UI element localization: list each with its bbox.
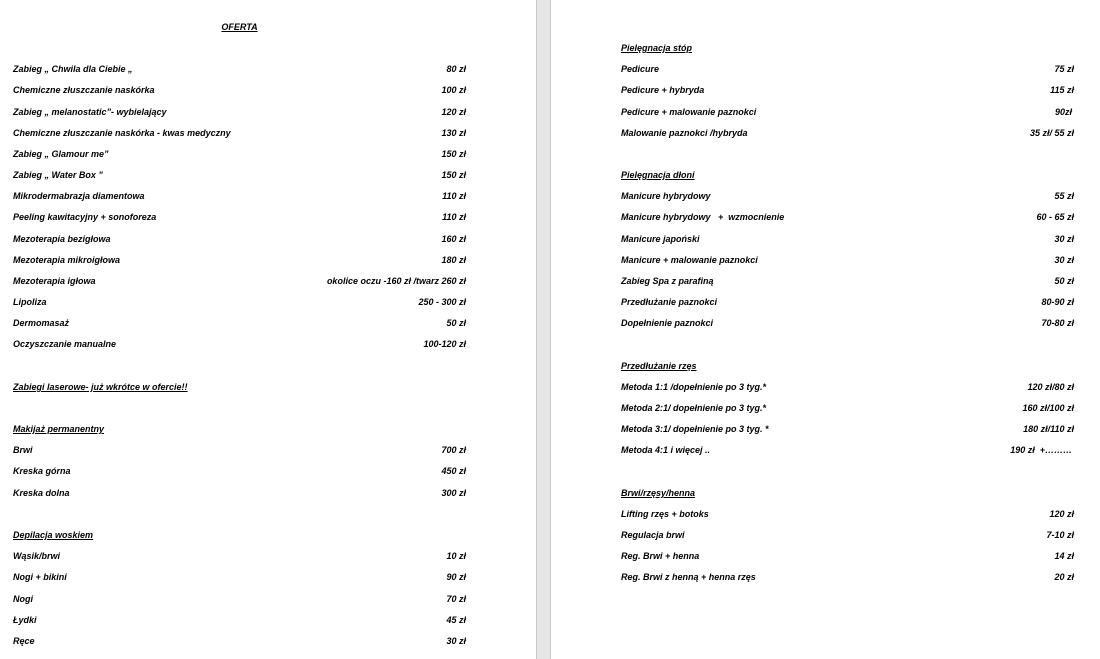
section-heading: Pielęgnacja dłoni: [621, 170, 695, 180]
service-name: Metoda 2:1/ dopełnienie po 3 tyg.*: [621, 403, 767, 413]
treatment-price: okolice oczu -160 zł /twarz 260 zł: [326, 276, 466, 286]
treatment-price: 160 zł: [441, 234, 466, 244]
service-price: 300 zł: [441, 488, 466, 498]
service-name: Lifting rzęs + botoks: [621, 509, 709, 519]
treatment-price: 150 zł: [441, 149, 466, 159]
service-name: Malowanie paznokci /hybryda: [621, 128, 748, 138]
treatment-price: 120 zł: [441, 107, 466, 117]
service-name: Wąsik/brwi: [13, 551, 61, 561]
document-page-right: [551, 0, 1100, 659]
service-price: 45 zł: [446, 615, 466, 625]
treatment-price: 130 zł: [441, 128, 466, 138]
section-heading: Makijaż permanentny: [13, 424, 105, 434]
document-page-left: [0, 0, 536, 659]
service-price: 30 zł: [446, 636, 466, 646]
treatment-price: 250 - 300 zł: [418, 297, 466, 307]
service-price: 55 zł: [1054, 191, 1074, 201]
treatment-name: Zabieg „ melanostatic”- wybielający: [13, 107, 167, 117]
treatment-price: 80 zł: [446, 64, 466, 74]
service-price: 160 zł/100 zł: [1022, 403, 1074, 413]
service-name: Brwi: [13, 445, 33, 455]
treatment-name: Mikrodermabrazja diamentowa: [13, 191, 145, 201]
section-heading: Pielęgnacja stóp: [621, 43, 693, 53]
service-name: Reg. Brwi z henną + henna rzęs: [621, 572, 756, 582]
service-price: 60 - 65 zł: [1036, 212, 1074, 222]
service-price: 80-90 zł: [1041, 297, 1074, 307]
service-price: 115 zł: [1050, 85, 1074, 95]
treatment-price: 110 zł: [442, 191, 466, 201]
service-price: 30 zł: [1054, 234, 1074, 244]
service-name: Metoda 4:1 i więcej ..: [621, 445, 711, 455]
service-name: Metoda 1:1 /dopełnienie po 3 tyg.*: [621, 382, 767, 392]
service-price: 7-10 zł: [1046, 530, 1074, 540]
service-name: Łydki: [13, 615, 37, 625]
service-price: 700 zł: [441, 445, 466, 455]
section-heading: Przedłużanie rzęs: [621, 361, 697, 371]
service-name: Reg. Brwi + henna: [621, 551, 700, 561]
service-price: 20 zł: [1054, 572, 1074, 582]
treatment-price: 110 zł: [442, 212, 466, 222]
page-gutter: [536, 0, 551, 659]
service-name: Dopełnienie paznokci: [621, 318, 714, 328]
service-price: 90zł: [1054, 107, 1072, 117]
treatment-name: Oczyszczanie manualne: [13, 339, 117, 349]
section-heading: Brwi/rzęsy/henna: [621, 488, 696, 498]
treatment-name: Mezoterapia bezigłowa: [13, 234, 111, 244]
page-title: OFERTA: [221, 22, 258, 32]
service-name: Kreska górna: [13, 466, 71, 476]
section-heading: Depilacja woskiem: [13, 530, 94, 540]
treatment-name: Chemiczne złuszczanie naskórka: [13, 85, 155, 95]
service-name: Manicure + malowanie paznokci: [621, 255, 758, 265]
service-price: 10 zł: [446, 551, 466, 561]
service-name: Nogi + bikini: [13, 572, 67, 582]
treatment-price: 100 zł: [441, 85, 466, 95]
treatment-name: Chemiczne złuszczanie naskórka - kwas medyczny: [13, 128, 231, 138]
service-name: Manicure hybrydowy: [621, 191, 711, 201]
service-price: 14 zł: [1054, 551, 1074, 561]
service-name: Regulacja brwi: [621, 530, 685, 540]
treatment-name: Zabieg „ Water Box ”: [13, 170, 103, 180]
service-price: 180 zł/110 zł: [1023, 424, 1074, 434]
service-price: 70 zł: [446, 594, 466, 604]
treatment-name: Zabieg „ Chwila dla Ciebie „: [13, 64, 133, 74]
service-name: Kreska dolna: [13, 488, 70, 498]
service-name: Pedicure + hybryda: [621, 85, 705, 95]
service-price: 70-80 zł: [1041, 318, 1074, 328]
service-price: 120 zł/80 zł: [1027, 382, 1074, 392]
service-name: Zabieg Spa z parafiną: [621, 276, 714, 286]
treatment-name: Dermomasaż: [13, 318, 70, 328]
treatment-price: 180 zł: [441, 255, 466, 265]
treatment-price: 150 zł: [441, 170, 466, 180]
service-name: Pedicure + malowanie paznokci: [621, 107, 757, 117]
service-price: 90 zł: [446, 572, 466, 582]
service-name: Pedicure: [621, 64, 660, 74]
service-price: 30 zł: [1054, 255, 1074, 265]
service-name: Metoda 3:1/ dopełnienie po 3 tyg. *: [621, 424, 769, 434]
treatment-name: Zabieg „ Glamour me”: [13, 149, 109, 159]
service-price: 50 zł: [1054, 276, 1074, 286]
service-name: Manicure hybrydowy + wzmocnienie: [621, 212, 785, 222]
treatment-price: 50 zł: [446, 318, 466, 328]
service-name: Manicure japoński: [621, 234, 700, 244]
service-name: Nogi: [13, 594, 33, 604]
service-price: 35 zł/ 55 zł: [1029, 128, 1074, 138]
service-name: Ręce: [13, 636, 35, 646]
service-price: 190 zł +………: [1010, 445, 1072, 455]
treatment-name: Mezoterapia mikroigłowa: [13, 255, 121, 265]
service-name: Przedłużanie paznokci: [621, 297, 718, 307]
treatment-name: Mezoterapia igłowa: [13, 276, 96, 286]
service-price: 120 zł: [1049, 509, 1074, 519]
treatment-name: Peeling kawitacyjny + sonoforeza: [13, 212, 157, 222]
treatment-price: 100-120 zł: [423, 339, 466, 349]
laser-note: Zabiegi laserowe- już wkrótce w ofercie!!: [13, 382, 188, 392]
service-price: 75 zł: [1054, 64, 1074, 74]
treatment-name: Lipoliza: [13, 297, 47, 307]
service-price: 450 zł: [441, 466, 466, 476]
